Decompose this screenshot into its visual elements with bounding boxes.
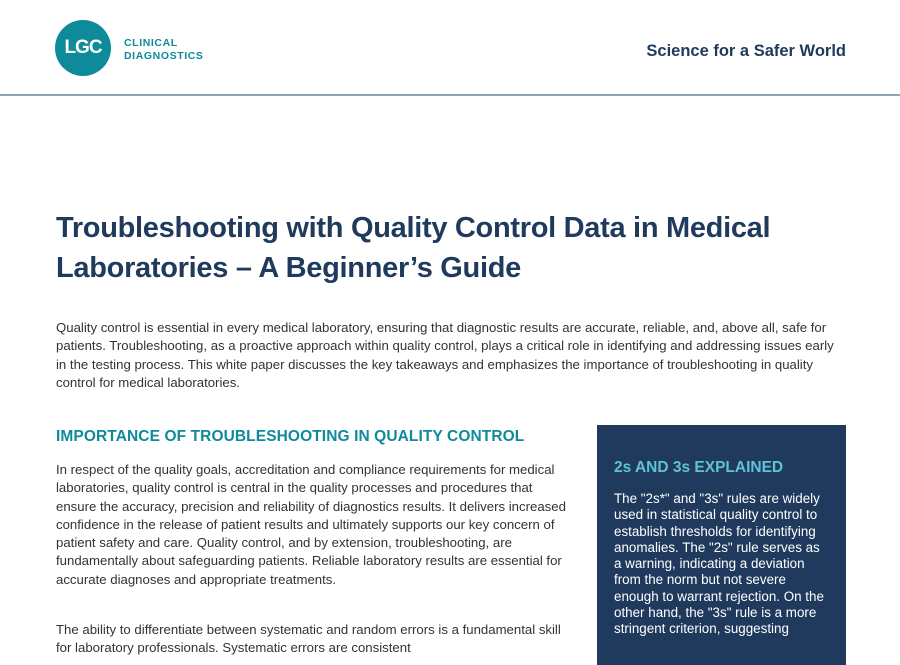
sidebar-heading: 2s AND 3s EXPLAINED — [614, 459, 784, 476]
section-heading: IMPORTANCE OF TROUBLESHOOTING IN QUALITY CONTROL — [56, 428, 525, 445]
logo-line-diagnostics: DIAGNOSTICS — [124, 50, 204, 62]
page-header — [0, 0, 900, 96]
lgc-logo: LGC — [55, 20, 111, 76]
logo-line-clinical: CLINICAL — [124, 37, 178, 49]
sidebar-text: The "2s*" and "3s" rules are widely used in statistical quality control to establish thresholds for identifying anomalies. The "2s" rule serves as a warning, indicating a deviation from the norm but not severe enough to warrant rejection. On the other hand, the "3s" rule is a more stringent criterion, suggesting — [614, 491, 824, 637]
intro-paragraph: Quality control is essential in every medical laboratory, ensuring that diagnostic results are accurate, reliable, and, above all, safe for patients. Troubleshooting, as a proactive approach within quality control, plays a critical role in identifying and addressing issues early in the testing process. This white paper discusses the key takeaways and emphasizes the importance of troubleshooting in quality control for medical laboratories. — [56, 320, 834, 390]
document-title: Troubleshooting with Quality Control Data in Medical Laboratories – A Beginner’s Guide — [56, 212, 771, 284]
body-paragraph-2: The ability to differentiate between systematic and random errors is a fundamental skill for laboratory professionals. Systematic errors are consistent — [56, 622, 561, 656]
sidebar-box — [597, 425, 846, 665]
tagline: Science for a Safer World — [646, 42, 846, 60]
body-paragraph-1: In respect of the quality goals, accreditation and compliance requirements for medical laboratories, quality control is central in the quality processes and procedures that ensure the accuracy, precision and reliability of diagnostics results. It delivers increased confidence in the release of patient results and ultimately supports our key concern of patient safety and care. Quality control, and by extension, troubleshooting, are fundamentally about safeguarding patients. Reliable laboratory results are essential for accurate diagnoses and appropriate treatments. — [56, 462, 566, 587]
logo-wordmark — [124, 37, 204, 63]
